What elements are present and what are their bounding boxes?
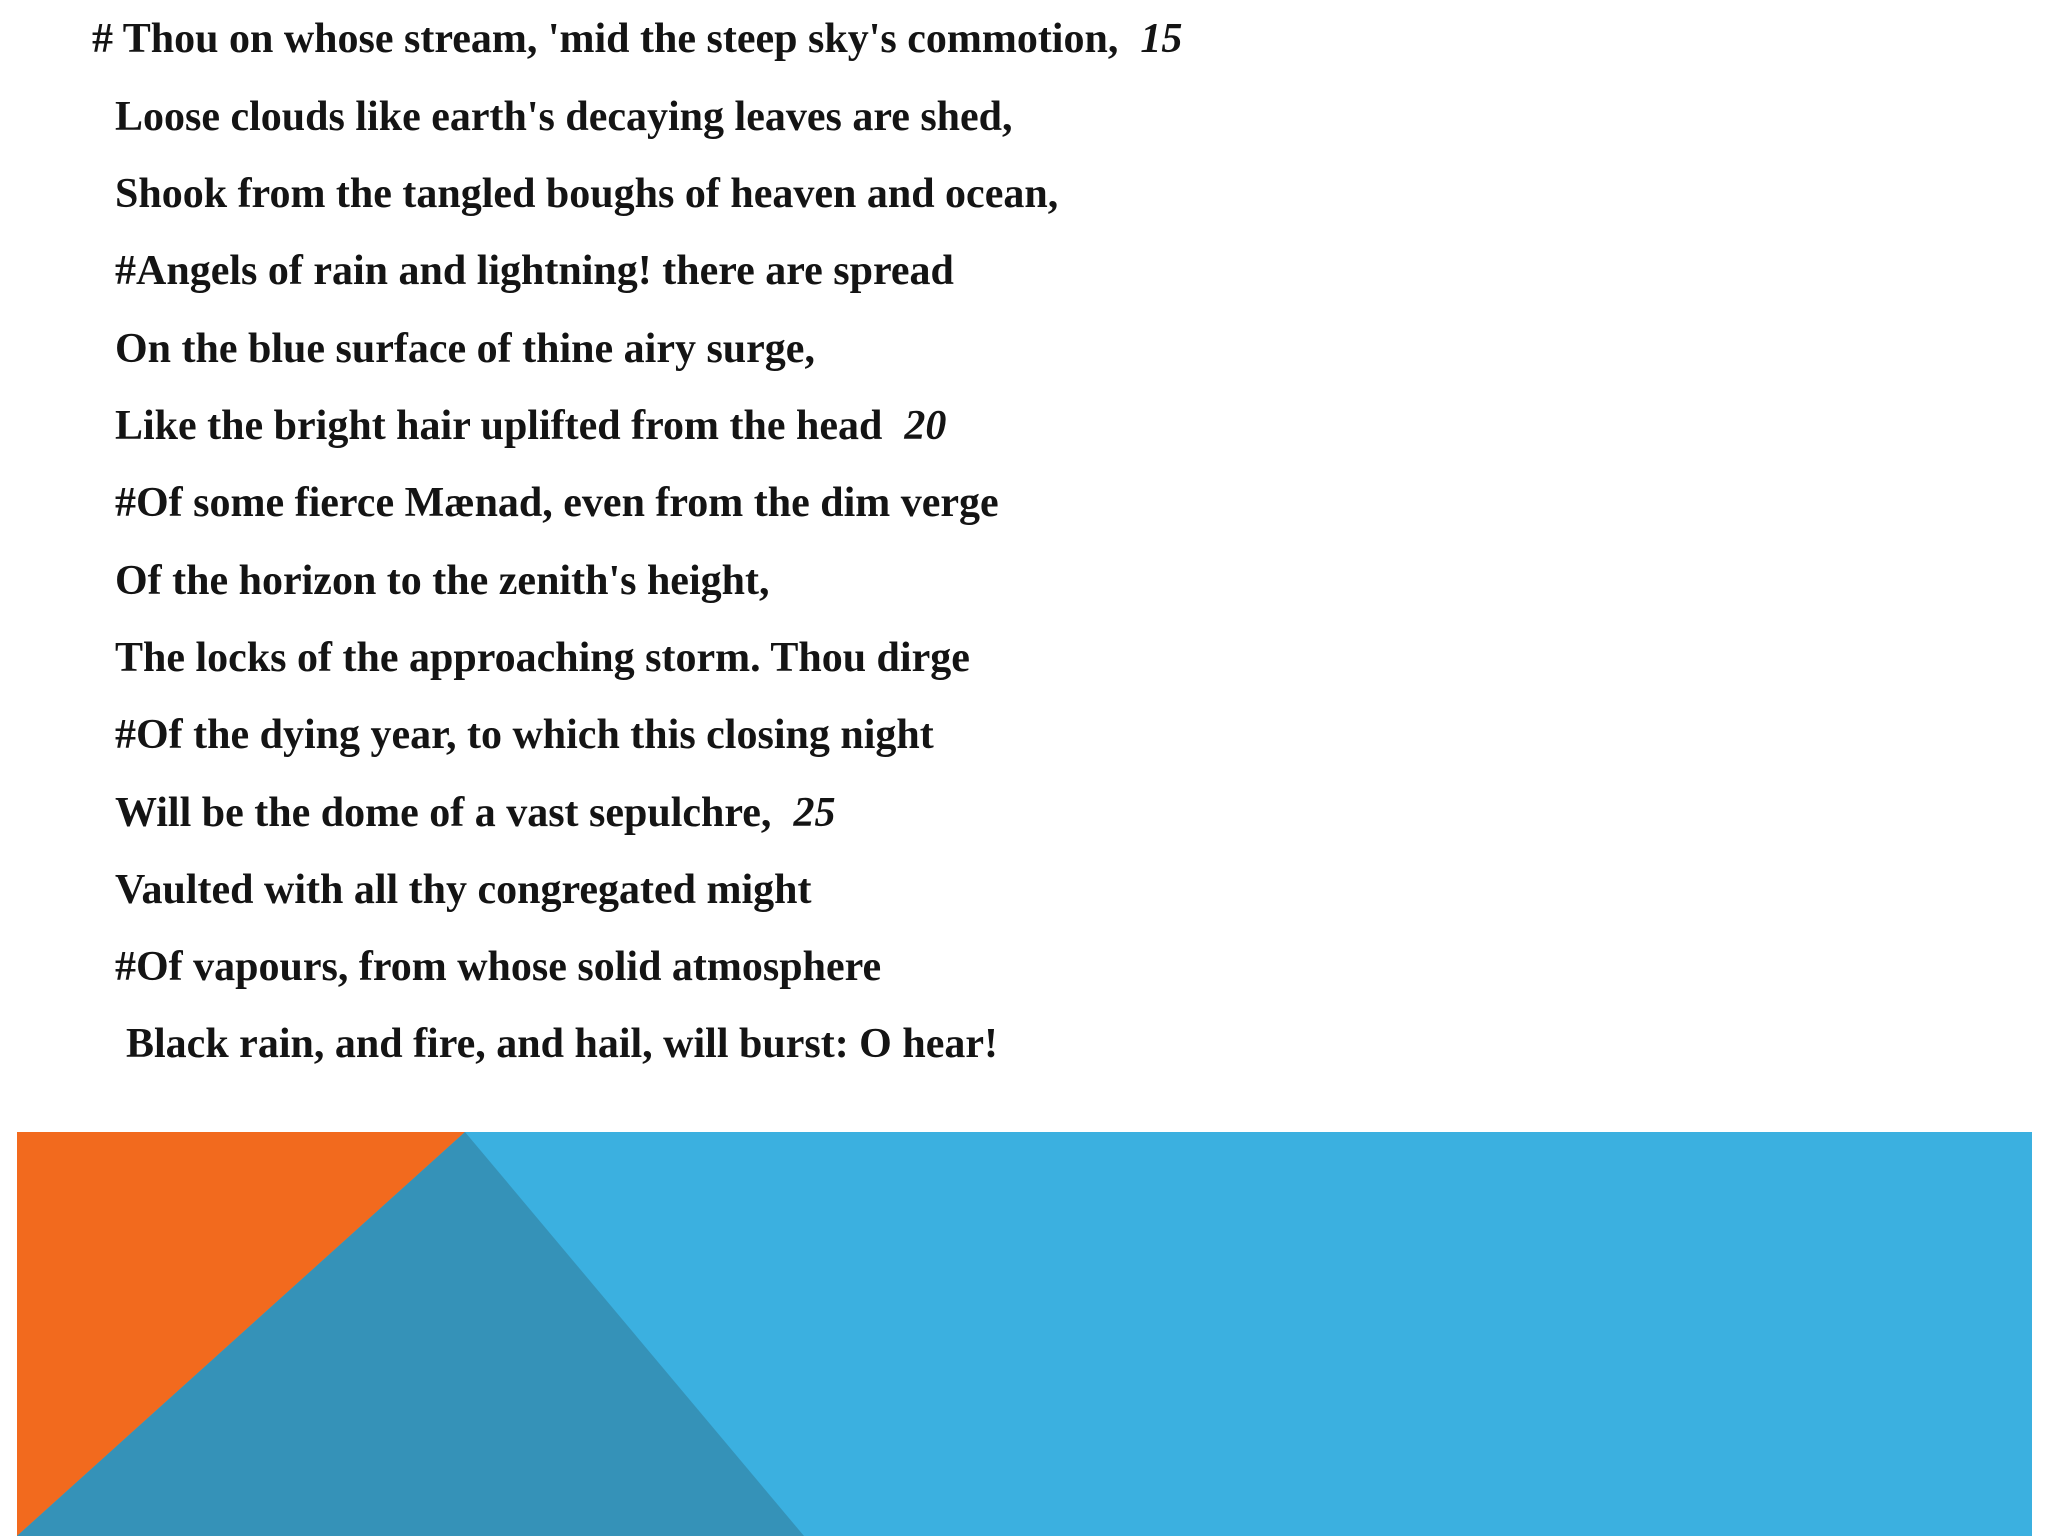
poem-line-14 [126, 1019, 998, 1069]
poem-line-1 [92, 14, 1182, 64]
poem-line-text: Vaulted with all thy congregated might [115, 867, 812, 913]
poem-line-5 [115, 324, 815, 374]
poem-line-9 [115, 633, 970, 683]
poem-line-7 [115, 478, 999, 528]
poem-line-11 [115, 788, 835, 838]
poem-line-2 [115, 92, 1013, 142]
poem-line-text: Like the bright hair uplifted from the head [115, 403, 883, 449]
line-number: 15 [1140, 16, 1183, 62]
line-number: 25 [793, 790, 836, 836]
poem-line-text: Loose clouds like earth's decaying leaves are shed, [115, 94, 1013, 140]
banner-graphic [17, 1132, 2032, 1536]
poem-line-13 [115, 942, 881, 992]
poem-line-10 [115, 710, 934, 760]
poem-line-12 [115, 865, 812, 915]
poem-line-8 [115, 556, 769, 606]
poem-line-text: Will be the dome of a vast sepulchre, [115, 790, 772, 836]
poem-line-text: The locks of the approaching storm. Thou dirge [115, 635, 970, 681]
poem-line-6 [115, 401, 946, 451]
poem-line-text: #Angels of rain and lightning! there are spread [115, 248, 954, 294]
poem-line-text: On the blue surface of thine airy surge, [115, 326, 815, 372]
decorative-banner [17, 1132, 2032, 1536]
poem-line-3 [115, 169, 1058, 219]
poem-line-text: Shook from the tangled boughs of heaven and ocean, [115, 171, 1059, 217]
poem-line-text: #Of some fierce Mænad, even from the dim verge [115, 480, 999, 526]
poem-line-text: #Of the dying year, to which this closing night [115, 712, 934, 758]
poem-line-text: # Thou on whose stream, 'mid the steep sky's commotion, [92, 16, 1119, 62]
line-number: 20 [904, 403, 947, 449]
poem-line-4 [115, 246, 954, 296]
poem-line-text: #Of vapours, from whose solid atmosphere [115, 944, 882, 990]
poem-line-text: Of the horizon to the zenith's height, [115, 558, 770, 604]
poem-line-text: Black rain, and fire, and hail, will burst: O hear! [126, 1021, 998, 1067]
